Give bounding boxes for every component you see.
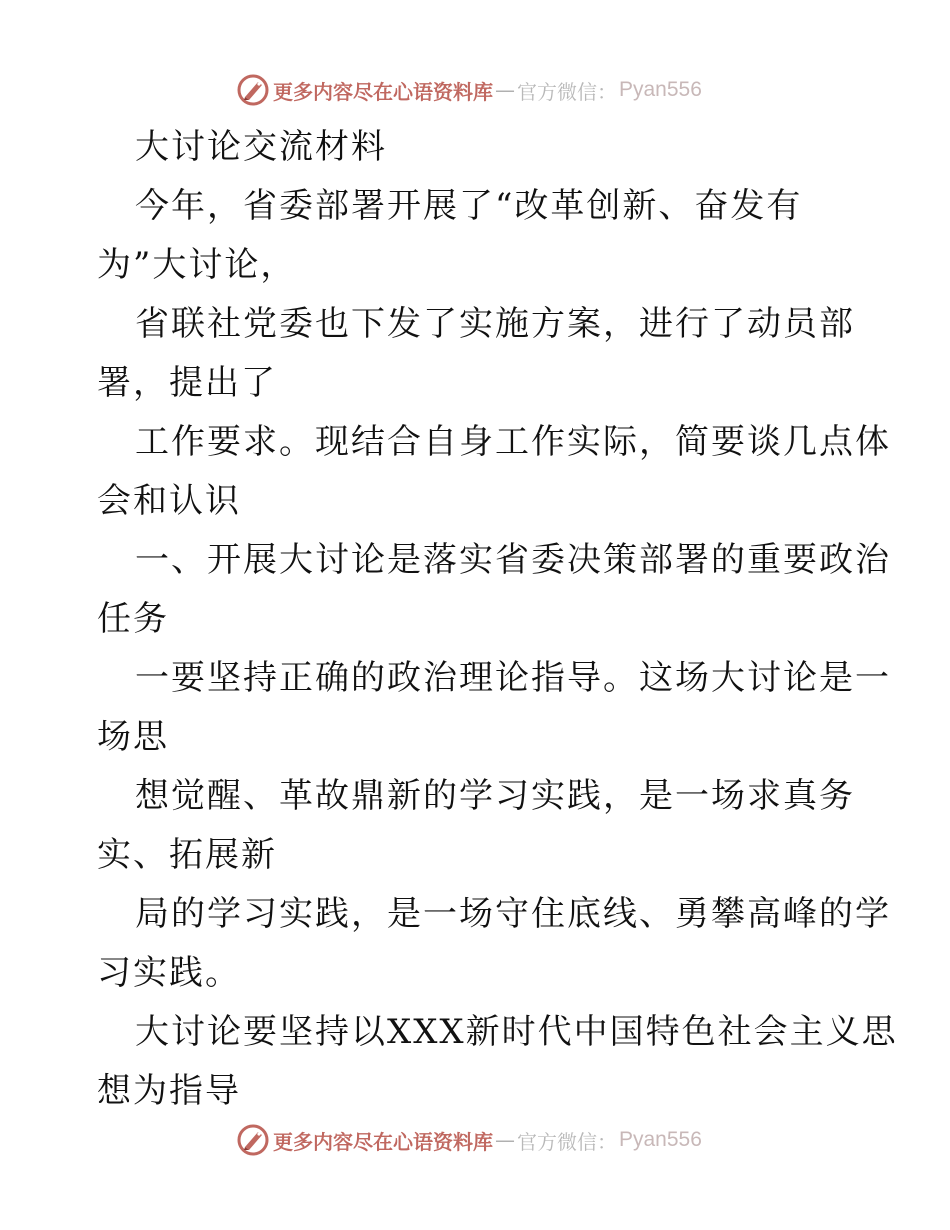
pen-circle-logo-icon: [236, 73, 270, 107]
doc-line: 省联社党委也下发了实施方案，进行了动员部: [135, 304, 855, 344]
doc-line: 署，提出了: [97, 363, 277, 403]
watermark-brand-text: 更多内容尽在心语资料库: [273, 1129, 493, 1154]
doc-section-heading-cont: 任务: [97, 599, 169, 639]
doc-line: 局的学习实践，是一场守住底线、勇攀高峰的学: [135, 894, 891, 934]
doc-line: 大讨论要坚持以XXX新时代中国特色社会主义思: [135, 1012, 898, 1052]
doc-line: 今年，省委部署开展了“改革创新、奋发有: [135, 186, 803, 226]
doc-title: 大讨论交流材料: [135, 127, 387, 167]
doc-section-heading: 一、开展大讨论是落实省委决策部署的重要政治: [135, 540, 891, 580]
watermark-separator: ：: [597, 1129, 617, 1154]
watermark-official-label: 官方微信: [517, 1129, 597, 1154]
doc-line: 想觉醒、革故鼎新的学习实践，是一场求真务: [135, 776, 855, 816]
header-watermark: [236, 73, 702, 107]
doc-line: 会和认识: [97, 481, 241, 521]
doc-line: 一要坚持正确的政治理论指导。这场大讨论是一: [135, 658, 891, 698]
watermark-account-id: Pyan556: [619, 78, 702, 101]
watermark-dash: —: [495, 78, 515, 102]
doc-line: 为”大讨论，: [97, 245, 297, 285]
doc-line: 想为指导: [97, 1071, 241, 1111]
watermark-official-label: 官方微信: [517, 79, 597, 104]
footer-watermark: [236, 1123, 702, 1157]
watermark-dash: —: [495, 1128, 515, 1152]
watermark-brand-text: 更多内容尽在心语资料库: [273, 79, 493, 104]
doc-line: 工作要求。现结合自身工作实际，简要谈几点体: [135, 422, 891, 462]
doc-line: 场思: [97, 717, 169, 757]
watermark-account-id: Pyan556: [619, 1128, 702, 1151]
pen-circle-logo-icon: [236, 1123, 270, 1157]
doc-line: 习实践。: [97, 953, 241, 993]
doc-line: 实、拓展新: [97, 835, 277, 875]
watermark-separator: ：: [597, 79, 617, 104]
